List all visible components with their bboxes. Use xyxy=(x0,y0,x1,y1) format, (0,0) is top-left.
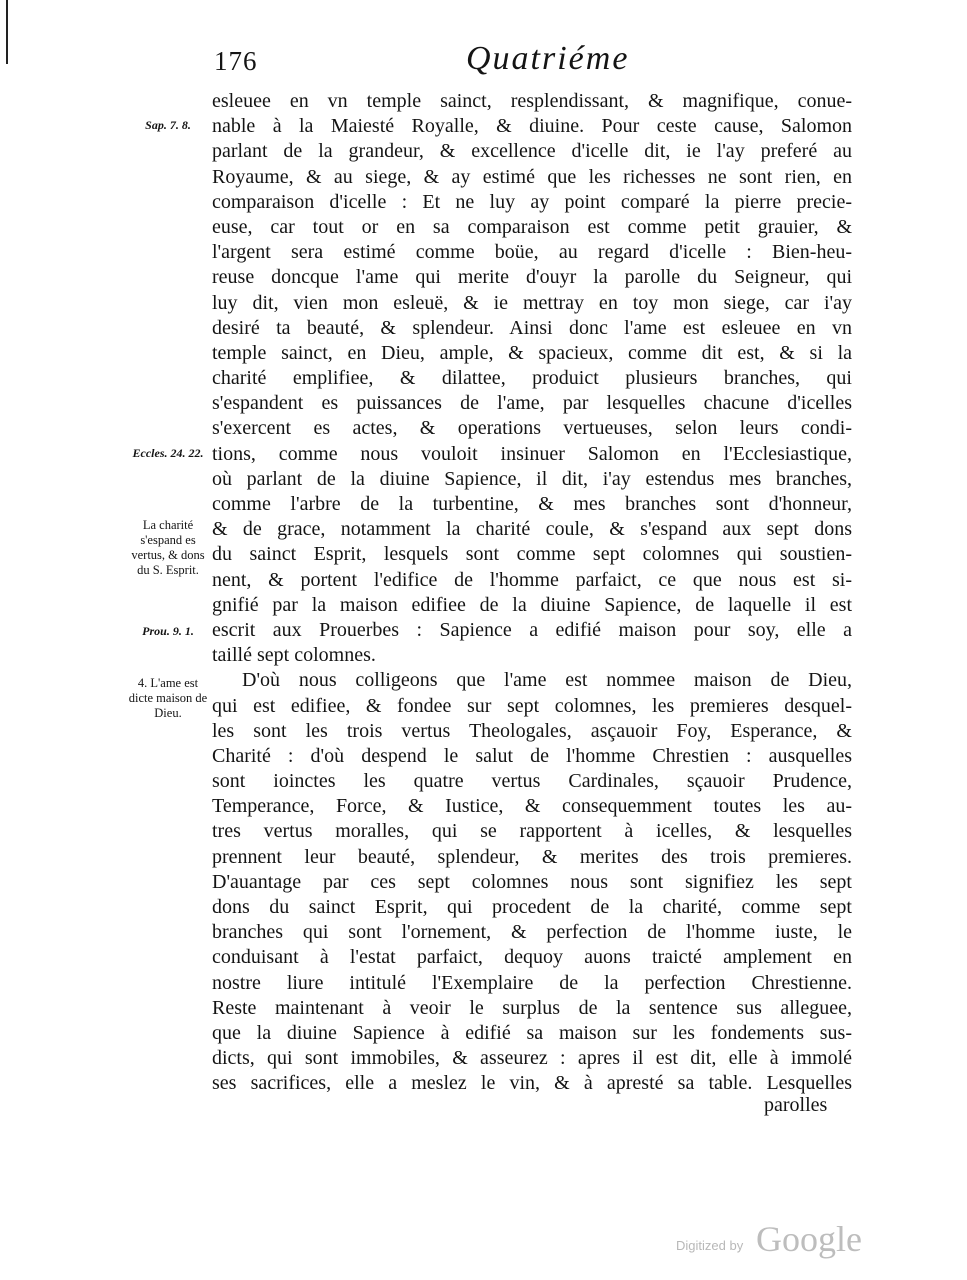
text-line: branches qui sont l'ornement, & perfection de l'homme iuste, le xyxy=(212,921,852,944)
running-title: Quatriéme xyxy=(466,40,630,77)
text-line: comparaison d'icelle : Et ne luy ay point comparé la pierre precie- xyxy=(212,190,852,213)
google-logo: Google xyxy=(756,1219,862,1259)
margin-note-reference: Prou. 9. 1. xyxy=(142,624,194,638)
digitized-watermark xyxy=(676,1218,876,1268)
text-line: Temperance, Force, & Iustice, & consequemment toutes les au- xyxy=(212,795,852,818)
text-line: où parlant de la diuine Sapience, il dit, i'ay estendus mes branches, xyxy=(212,467,852,490)
text-line: dicts, qui sont immobiles, & asseurez : apres il est dit, elle à immolé xyxy=(212,1047,852,1070)
text-line: s'exercent es actes, & operations vertueuses, selon leurs condi- xyxy=(212,417,852,440)
running-head xyxy=(214,40,854,84)
catchword: parolles xyxy=(764,1094,828,1116)
text-line: D'auantage par ces sept colomnes nous sont signifiez les sept xyxy=(212,870,852,893)
margin-note-summary: 4. L'ame est dicte maison de Dieu. xyxy=(128,676,208,720)
text-line: Charité : d'où despend le salut de l'homme Chrestien : ausquelles xyxy=(212,744,852,767)
text-line: temple sainct, en Dieu, ample, & spacieux, comme dit est, & si la xyxy=(212,341,852,364)
text-line: ses sacrifices, elle a meslez le vin, & à apresté sa table. Lesquelles xyxy=(212,1072,852,1095)
text-line: tres vertus moralles, qui se rapportent à icelles, & lesquelles xyxy=(212,820,852,843)
text-line: comme l'arbre de la turbentine, & mes branches sont d'honneur, xyxy=(212,493,852,515)
body-text xyxy=(212,89,852,1097)
margin-note-summary: La charité s'espand es vertus, & dons du S. Esprit. xyxy=(131,518,205,577)
page-number: 176 xyxy=(214,46,258,76)
text-line: & de grace, notamment la charité coule, & s'espand aux sept dons xyxy=(212,518,852,541)
text-line: Reste maintenant à veoir le surplus de la sentence sus alleguee, xyxy=(212,996,852,1019)
text-line: charité emplifiee, & dilattee, produict plusieurs branches, qui xyxy=(212,367,852,390)
text-line: gnifié par la maison edifiee de la diuine Sapience, de laquelle il est xyxy=(212,593,852,616)
text-line: nable à la Maiesté Royalle, & diuine. Pour ceste cause, Salomon xyxy=(212,115,852,138)
text-line: conduisant à l'estat parfaict, dequoy auons traicté amplement en xyxy=(212,946,852,969)
text-line: escrit aux Prouerbes : Sapience a edifié maison pour soy, elle a xyxy=(212,618,852,641)
text-line: nostre liure intitulé l'Exemplaire de la perfection Chrestienne. xyxy=(212,971,852,994)
text-line: luy dit, vien mon esleuë, & ie mettray en toy mon siege, car i'ay xyxy=(212,291,852,314)
page-edge-mark xyxy=(6,0,8,64)
text-line: parlant de la grandeur, & excellence d'icelle dit, ie l'ay preferé au xyxy=(212,140,852,163)
text-line: qui est edifiee, & fondee sur sept colomnes, les premieres desquel- xyxy=(212,694,852,717)
margin-note-reference: Sap. 7. 8. xyxy=(145,118,191,132)
text-line: s'espandent es puissances de l'ame, par lesquelles chacune d'icelles xyxy=(212,392,852,415)
text-line: prennent leur beauté, splendeur, & merites des trois premieres. xyxy=(212,845,852,868)
text-line: euse, car tout or en sa comparaison est comme petit grauier, & xyxy=(212,215,852,238)
digitized-by-label: Digitized by xyxy=(676,1238,744,1253)
text-line: desiré ta beauté, & splendeur. Ainsi donc l'ame est esleuee en vn xyxy=(212,316,852,339)
text-line: que la diuine Sapience à edifié sa maison sur les fondements sus- xyxy=(212,1021,852,1044)
text-line: nent, & portent l'edifice de l'homme parfaict, ce que nous est si- xyxy=(212,568,852,591)
text-line: taillé sept colomnes. xyxy=(212,644,376,667)
margin-note-reference: Eccles. 24. 22. xyxy=(132,446,204,460)
text-line: sont ioinctes les quatre vertus Cardinales, sçauoir Prudence, xyxy=(212,770,852,793)
text-line: tions, comme nous vouloit insinuer Salomon en l'Ecclesiastique, xyxy=(212,442,852,465)
text-line: D'où nous colligeons que l'ame est nommee maison de Dieu, xyxy=(242,669,852,692)
text-line: Royaume, & au siege, & ay estimé que les richesses ne sont rien, en xyxy=(212,165,852,188)
text-line: dons du sainct Esprit, qui procedent de la charité, comme sept xyxy=(212,896,852,918)
text-line: du sainct Esprit, lesquels sont comme sept colomnes qui soustien- xyxy=(212,543,852,566)
text-line: reuse doncque l'ame qui merite d'ouyr la parolle du Seigneur, qui xyxy=(212,266,852,289)
text-line: les sont les trois vertus Theologales, asçauoir Foy, Esperance, & xyxy=(212,719,852,742)
text-line: esleuee en vn temple sainct, resplendissant, & magnifique, conue- xyxy=(212,90,852,112)
text-line: l'argent sera estimé comme boüe, au regard d'icelle : Bien-heu- xyxy=(212,241,852,264)
